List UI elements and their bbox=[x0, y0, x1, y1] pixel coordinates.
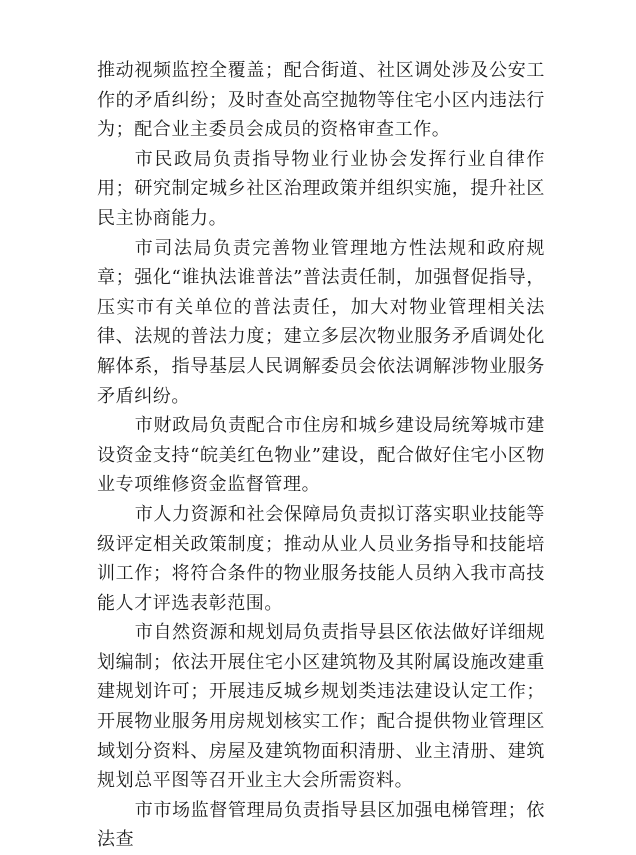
paragraph-public-security-continued: 推动视频监控全覆盖；配合街道、社区调处涉及公安工作的矛盾纠纷；及时查处高空抛物等住宅小区内违法行为；配合业主委员会成员的资格审查工作。 bbox=[97, 60, 545, 141]
paragraph-natural-resources-bureau: 市自然资源和规划局负责指导县区依法做好详细规划编制；依法开展住宅小区建筑物及其附属设施改建重建规划许可；开展违反城乡规划类违法建设认定工作；开展物业服务用房规划核实工作；配合提供物业管理区域划分资料、房屋及建筑物面积清册、业主清册、建筑规划总平图等召开业主大会所需资料。 bbox=[97, 622, 545, 792]
paragraph-justice-bureau: 市司法局负责完善物业管理地方性法规和政府规章；强化“谁执法谁普法”普法责任制，加强督促指导，压实市有关单位的普法责任，加大对物业管理相关法律、法规的普法力度；建立多层次物业服务矛盾调处化解体系，指导基层人民调解委员会依法调解涉物业服务矛盾纠纷。 bbox=[97, 237, 545, 407]
paragraph-market-supervision-bureau: 市市场监督管理局负责指导县区加强电梯管理；依法查 bbox=[97, 799, 545, 851]
paragraph-civil-affairs-bureau: 市民政局负责指导物业行业协会发挥行业自律作用；研究制定城乡社区治理政策并组织实施，提升社区民主协商能力。 bbox=[97, 148, 545, 229]
paragraph-finance-bureau: 市财政局负责配合市住房和城乡建设局统筹城市建设资金支持“皖美红色物业”建设，配合做好住宅小区物业专项维修资金监督管理。 bbox=[97, 415, 545, 496]
document-body bbox=[97, 56, 545, 855]
paragraph-human-resources-bureau: 市人力资源和社会保障局负责拟订落实职业技能等级评定相关政策制度；推动从业人员业务指导和技能培训工作；将符合条件的物业服务技能人员纳入我市高技能人才评选表彰范围。 bbox=[97, 503, 545, 614]
